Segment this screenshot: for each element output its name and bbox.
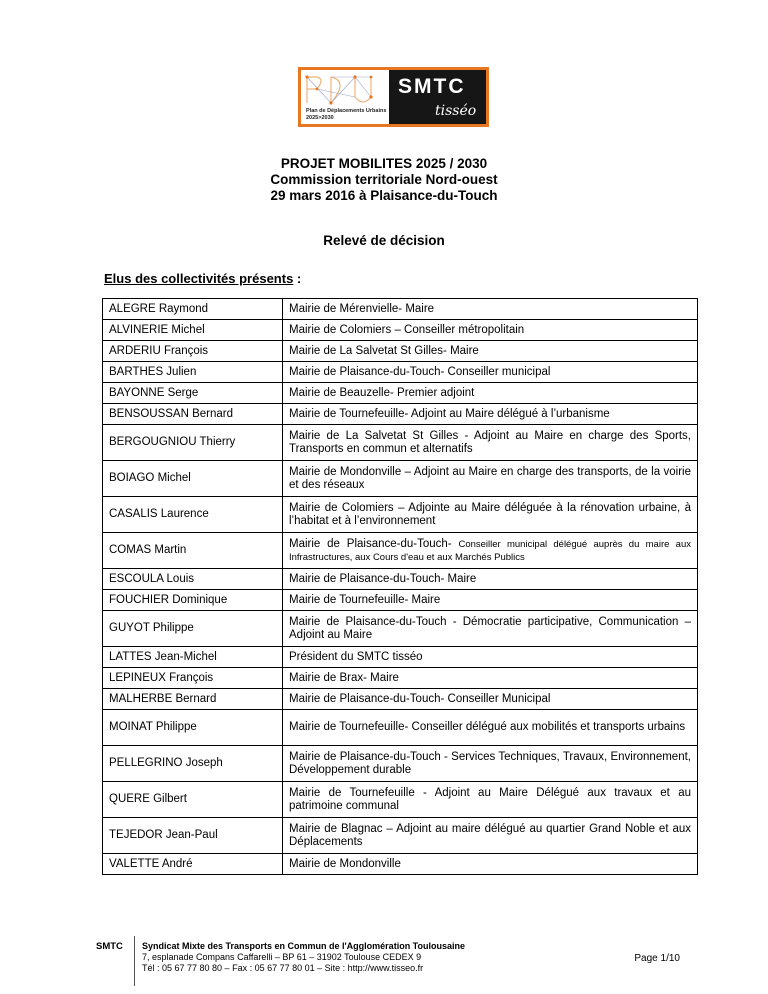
section-title xyxy=(104,271,301,286)
footer-address: 7, esplanade Compans Caffarelli – BP 61 – 31902 Toulouse CEDEX 9 xyxy=(142,952,422,962)
heading-line3: 29 mars 2016 à Plaisance-du-Touch xyxy=(270,188,498,203)
elu-name: ALEGRE Raymond xyxy=(103,299,283,320)
elu-name: MALHERBE Bernard xyxy=(103,689,283,710)
elu-name: MOINAT Philippe xyxy=(103,710,283,746)
pdu-caption xyxy=(306,108,386,122)
elu-role-text: Mairie de Beauzelle- Premier adjoint xyxy=(289,386,475,399)
heading-line2: Commission territoriale Nord-ouest xyxy=(270,172,498,187)
table-row xyxy=(103,689,698,710)
elu-name: FOUCHIER Dominique xyxy=(103,590,283,611)
elu-name: ALVINERIE Michel xyxy=(103,320,283,341)
elu-role-text: Mairie de Brax- Maire xyxy=(289,671,399,684)
elu-role-text: Mairie de Tournefeuille- Maire xyxy=(289,593,441,606)
elu-role xyxy=(283,320,698,341)
table-row xyxy=(103,497,698,533)
elu-role xyxy=(283,383,698,404)
pdu-caption-line2: 2025>2030 xyxy=(306,115,334,121)
footer-divider xyxy=(134,936,135,986)
elu-role xyxy=(283,533,698,569)
footer-org: Syndicat Mixte des Transports en Commun de l'Agglomération Toulousaine xyxy=(142,941,466,951)
document-subtitle: Relevé de décision xyxy=(323,233,445,248)
elu-name: CASALIS Laurence xyxy=(103,497,283,533)
elu-role-text: Mairie de Plaisance-du-Touch- Conseiller Municipal xyxy=(289,692,551,705)
table-row xyxy=(103,341,698,362)
elu-role-detail: Conseiller municipal délégué auprès du maire aux Infrastructures, aux Cours d'eau et aux Marchés Publics xyxy=(289,538,691,563)
elu-role xyxy=(283,299,698,320)
elu-role-text: Mairie de Colomiers – Conseiller métropolitain xyxy=(289,323,525,336)
table-row xyxy=(103,782,698,818)
elu-role xyxy=(283,362,698,383)
elu-role xyxy=(283,590,698,611)
table-row xyxy=(103,647,698,668)
footer-address-block xyxy=(142,941,465,974)
elu-role xyxy=(283,461,698,497)
elu-name: COMAS Martin xyxy=(103,533,283,569)
table-row xyxy=(103,746,698,782)
elu-name: ESCOULA Louis xyxy=(103,569,283,590)
table-row xyxy=(103,299,698,320)
elu-role-text: Mairie de Tournefeuille - Adjoint au Maire Délégué aux travaux et au patrimoine communal xyxy=(289,786,691,812)
smtc-wordmark: SMTC xyxy=(398,75,466,98)
elu-name: PELLEGRINO Joseph xyxy=(103,746,283,782)
elu-role-text: Mairie de Blagnac – Adjoint au maire délégué au quartier Grand Noble et aux Déplacements xyxy=(289,822,691,848)
document-heading xyxy=(0,156,768,204)
elu-role-text: Mairie de Mondonville – Adjoint au Maire en charge des transports, de la voirie et des réseaux xyxy=(289,465,691,491)
elu-role xyxy=(283,647,698,668)
elu-role-text: Mairie de Tournefeuille- Adjoint au Maire délégué à l’urbanisme xyxy=(289,407,610,420)
elu-name: LATTES Jean-Michel xyxy=(103,647,283,668)
elu-role xyxy=(283,689,698,710)
pdu-logo xyxy=(298,67,389,127)
elu-name: BARTHES Julien xyxy=(103,362,283,383)
table-row xyxy=(103,404,698,425)
section-title-suffix: : xyxy=(293,271,302,286)
elu-role-text: Mairie de Mondonville xyxy=(289,857,401,870)
table-row xyxy=(103,533,698,569)
table-row xyxy=(103,425,698,461)
elu-name: GUYOT Philippe xyxy=(103,611,283,647)
section-title-text: Elus des collectivités présents xyxy=(104,271,294,286)
elus-table xyxy=(102,298,698,875)
elu-role xyxy=(283,854,698,875)
elu-name: TEJEDOR Jean-Paul xyxy=(103,818,283,854)
page-footer xyxy=(96,936,688,986)
elu-role xyxy=(283,341,698,362)
elu-role-text: Mairie de La Salvetat St Gilles- Maire xyxy=(289,344,479,357)
elu-name: BENSOUSSAN Bernard xyxy=(103,404,283,425)
table-row xyxy=(103,362,698,383)
heading-line1: PROJET MOBILITES 2025 / 2030 xyxy=(280,156,488,171)
elu-role xyxy=(283,746,698,782)
table-row xyxy=(103,854,698,875)
elu-name: BAYONNE Serge xyxy=(103,383,283,404)
elu-role-text: Mairie de Plaisance-du-Touch- Conseiller municipal xyxy=(289,365,551,378)
table-row xyxy=(103,668,698,689)
elu-role xyxy=(283,569,698,590)
elu-role xyxy=(283,668,698,689)
elu-role xyxy=(283,710,698,746)
elu-role xyxy=(283,818,698,854)
elu-role xyxy=(283,425,698,461)
elu-name: LEPINEUX François xyxy=(103,668,283,689)
elu-role-text: Mairie de La Salvetat St Gilles - Adjoint au Maire en charge des Sports, Transports en commun et alternatifs xyxy=(289,429,691,455)
elu-role-text: Mairie de Plaisance-du-Touch - Services Techniques, Travaux, Environnement, Développement durable xyxy=(289,750,691,776)
elu-role xyxy=(283,497,698,533)
elu-role-text: Mairie de Plaisance-du-Touch- xyxy=(289,537,452,550)
footer-brand: SMTC xyxy=(96,941,123,952)
elu-role-text: Mairie de Tournefeuille- Conseiller délégué aux mobilités et transports urbains xyxy=(289,721,686,733)
elu-name: BOIAGO Michel xyxy=(103,461,283,497)
elu-role-text: Mairie de Plaisance-du-Touch- Maire xyxy=(289,572,477,585)
elu-name: ARDERIU François xyxy=(103,341,283,362)
elu-role xyxy=(283,404,698,425)
tisseo-wordmark: tisséo xyxy=(435,103,477,119)
elu-name: QUERE Gilbert xyxy=(103,782,283,818)
table-row xyxy=(103,320,698,341)
elu-role-text: Mairie de Mérenvielle- Maire xyxy=(289,302,435,315)
pdu-graphic-icon xyxy=(303,73,387,107)
footer-contact: Tél : 05 67 77 80 80 – Fax : 05 67 77 80 01 – Site : http://www.tisseo.fr xyxy=(142,963,424,973)
table-row xyxy=(103,461,698,497)
elu-role xyxy=(283,782,698,818)
smtc-pdu-logo xyxy=(298,67,489,127)
pdu-caption-line1: Plan de Déplacements Urbains xyxy=(306,108,387,114)
elu-name: VALETTE André xyxy=(103,854,283,875)
elu-role-text: Mairie de Colomiers – Adjointe au Maire déléguée à la rénovation urbaine, à l’habitat et à l’environnement xyxy=(289,501,691,527)
smtc-tisseo-logo xyxy=(389,67,489,127)
table-row xyxy=(103,569,698,590)
elu-name: BERGOUGNIOU Thierry xyxy=(103,425,283,461)
table-row xyxy=(103,611,698,647)
elu-role-text: Mairie de Plaisance-du-Touch - Démocratie participative, Communication – Adjoint au Maire xyxy=(289,615,691,641)
page-number: Page 1/10 xyxy=(634,953,680,964)
table-row xyxy=(103,818,698,854)
table-row xyxy=(103,383,698,404)
table-row xyxy=(103,710,698,746)
table-row xyxy=(103,590,698,611)
elu-role-text: Président du SMTC tisséo xyxy=(289,650,423,663)
elu-role xyxy=(283,611,698,647)
